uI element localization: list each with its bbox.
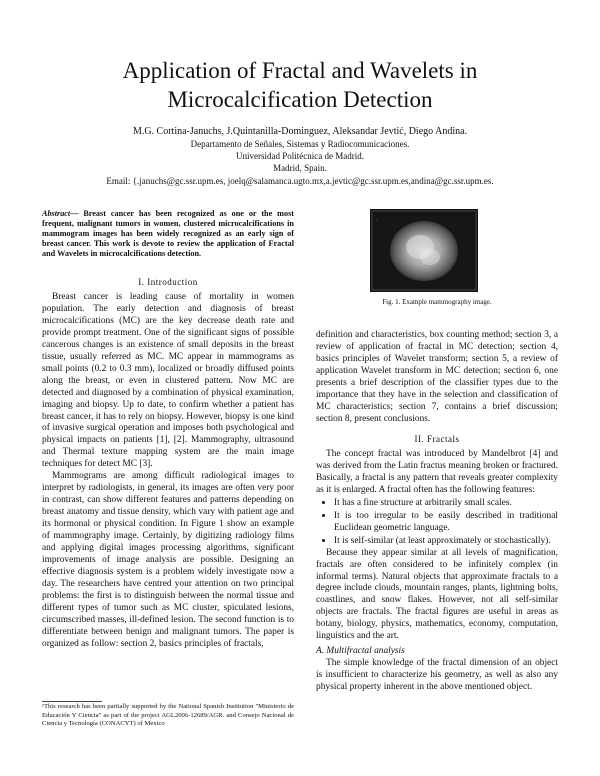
feature-list <box>316 497 558 548</box>
mammography-image <box>370 209 478 292</box>
introduction-body <box>42 292 294 651</box>
paper-title: Application of Fractal and Wavelets in Microcalcification Detection <box>122 58 478 112</box>
list-item: • It is self-similar (at least approximately or stochastically). <box>334 535 558 548</box>
paragraph: Mammograms are among difficult radiological images to interpret by radiologists, in general, its images are often very poor in contrast, can show different features and patterns depending on breast anatomy and tissue density, which vary with patient age and its hormonal or physical condition. In Figure 1 show an example of mammography image. Certainly, by digitizing radiology films and applying digital images processing algorithms, significant improvements of image analysis are possible. Designing an effective diagnosis system is a problem widely investigate now a day. The researchers have centred your attention on two principal problems: the first is to distinguish between the normal tissue and different types of tumor such as MC cluster, spiculated lesions, circumscribed masses, ill-defined lesion. The second function is to differentiate between benign and malignant tumors. The paper is organized as follow: section 2, basics principles of fractals, <box>42 471 294 649</box>
subsection-heading-multifractal: A. Multifractal analysis <box>316 646 405 657</box>
paragraph: Breast cancer is leading cause of mortality in women population. The early detection and diagnosis of breast microcalcifications (MC) are the key decrease death rate and provide prompt treatment. One of the significant signs of possible cancerous changes is an existence of small deposits in the breast tissue, usually referred as MC. MC appear in mammograms as small points (0.2 to 0.3 mm), localized or broadly diffused points along the breast, or even in clustered pattern. Now MC are detected and diagnosed by a combination of physical examination, imaging and biopsy. Up to date, to confirm whether a patient has breast cancer, it has to rely on biopsy. However, biopsy is one kind of invasive surgical operation and imposes both psychological and physical impacts on patients [1], [2]. Mammography, ultrasound and Thermal texture mapping system are the main image techniques for detect MC [3]. <box>42 292 294 470</box>
fractals-body <box>316 449 558 694</box>
author-list: M.G. Cortina-Januchs, J.Quintanilla-Dominguez, Aleksandar Jevtić, Diego Andina. <box>132 126 468 137</box>
paragraph: Because they appear similar at all levels of magnification, fractals are often considered to be infinitely complex (in informal terms). Natural objects that approximate fractals to a degree include clouds, mountain ranges, plants, lightning bolts, coastlines, and snow flakes. However, not all self-similar objects are fractals. The fractal figures are useful in areas as botany, biology, physics, mathematics, economy, computation, linguistics and the art. <box>316 547 558 642</box>
affiliation-department: Departamento de Señales, Sistemas y Radiocomunicaciones. <box>190 139 410 149</box>
section-heading-introduction: I. Introduction <box>138 277 198 287</box>
abstract-label: Abstract <box>42 209 71 218</box>
abstract <box>42 209 294 259</box>
abstract-text: — Breast cancer has been recognized as one or the most frequent, malignant tumors in women, clustered microcalcifications in mammogram images has been widely recognized as an early sign of breast cancer. This work is devote to review the application of Fractal and Wavelets in microcalcifications detection. <box>42 209 294 258</box>
paragraph: The concept fractal was introduced by Mandelbrot [4] and was derived from the Latin fractus meaning broken or fractured. Basically, a fractal is any pattern that reveals greater complexity as it is enlarged. A fractal often has the following features: <box>316 449 558 495</box>
affiliation-university: Universidad Politécnica de Madrid. <box>236 151 364 161</box>
list-item: • It has a fine structure at arbitrarily small scales. <box>334 497 558 510</box>
section-heading-fractals: II. Fractals <box>414 434 460 444</box>
paragraph: The simple knowledge of the fractal dimension of an object is insufficient to characterize his geometry, as well as also any physical property inherent in the above mentioned object. <box>316 658 558 693</box>
introduction-continuation <box>316 330 558 426</box>
affiliation-email: Email: {.januchs@gc.ssr.upm.es, joelq@salamanca.ugto.mx,a.jevtic@gc.ssr.upm.es,andina@gc.ssr.upm.es. <box>106 176 494 186</box>
figure-caption: Fig. 1. Example mammography image. <box>382 298 492 306</box>
paragraph: definition and characteristics, box counting method; section 3, a review of application of fractal in MC detection; section 4, basics principles of Wavelet transform; section 5, a review of application Wavelet transform in MC detection; section 6, one presents a brief description of the classifier types due to the importance that they have in the selection and classification of MC characteristics; section 7, contains a brief discussion; section 8, present conclusions. <box>316 330 558 424</box>
footnote: ¹This research has been partially supported by the National Spanish Institution "Ministerio de Educación Y Ciencia" as part of the project AGL2006-12689/AGR. and Consejo Nacional de Ciencia y Tecnología (CONACYT) of Mexico <box>42 703 294 727</box>
svg-text:·: · <box>376 217 378 223</box>
footnote-rule <box>42 701 102 702</box>
affiliation-city: Madrid, Spain. <box>273 163 327 173</box>
mammography-graphic <box>370 209 478 292</box>
list-item: • It is too irregular to be easily described in traditional Euclidean geometric language. <box>334 510 558 535</box>
